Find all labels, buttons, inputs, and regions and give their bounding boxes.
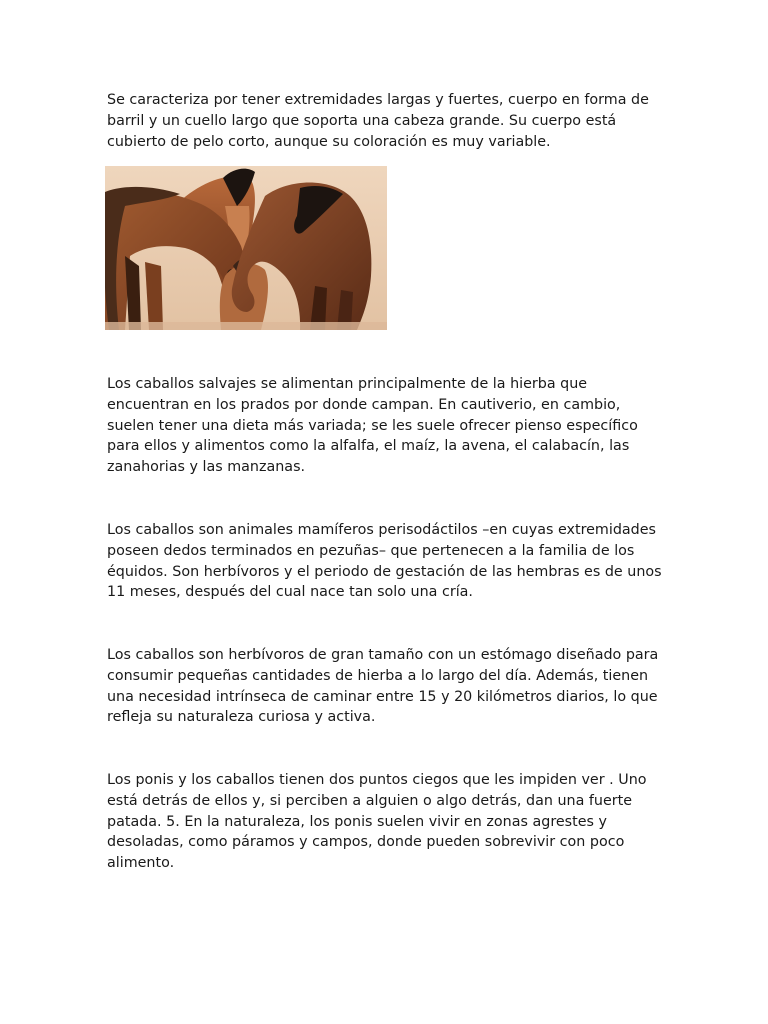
horses-photo	[105, 166, 387, 330]
paragraph-digestion: Los caballos son herbívoros de gran tamaño con un estómago diseñado para consumir pequeñas cantidades de hierba a lo largo del día. Además, tienen una necesidad intrínseca de caminar entre 15 y 20 kilómetros diarios, lo que refleja su naturaleza curiosa y activa.	[107, 647, 659, 726]
paragraph-classification: Los caballos son animales mamíferos perisodáctilos –en cuyas extremidades poseen dedos terminados en pezuñas– que pertenecen a la familia de los équidos. Son herbívoros y el periodo de gestación de las hembras es de unos 11 meses, después del cual nace tan solo una cría.	[107, 522, 662, 601]
paragraph-diet: Los caballos salvajes se alimentan principalmente de la hierba que encuentran en los prados por donde campan. En cautiverio, en cambio, suelen tener una dieta más variada; se les suele ofrecer pienso específico para ellos y alimentos como la alfalfa, el maíz, la avena, el calabacín, las zanahorias y las manzanas.	[107, 376, 638, 476]
paragraph-blind-spots: Los ponis y los caballos tienen dos puntos ciegos que les impiden ver . Uno está detrás de ellos y, si perciben a alguien o algo detrás, dan una fuerte patada. 5. En la naturaleza, los ponis suelen vivir en zonas agrestes y desoladas, como páramos y campos, donde pueden sobrevivir con poco alimento.	[107, 772, 647, 872]
paragraph-description: Se caracteriza por tener extremidades largas y fuertes, cuerpo en forma de barril y un cuello largo que soporta una cabeza grande. Su cuerpo está cubierto de pelo corto, aunque su coloración es muy variable.	[107, 92, 649, 150]
